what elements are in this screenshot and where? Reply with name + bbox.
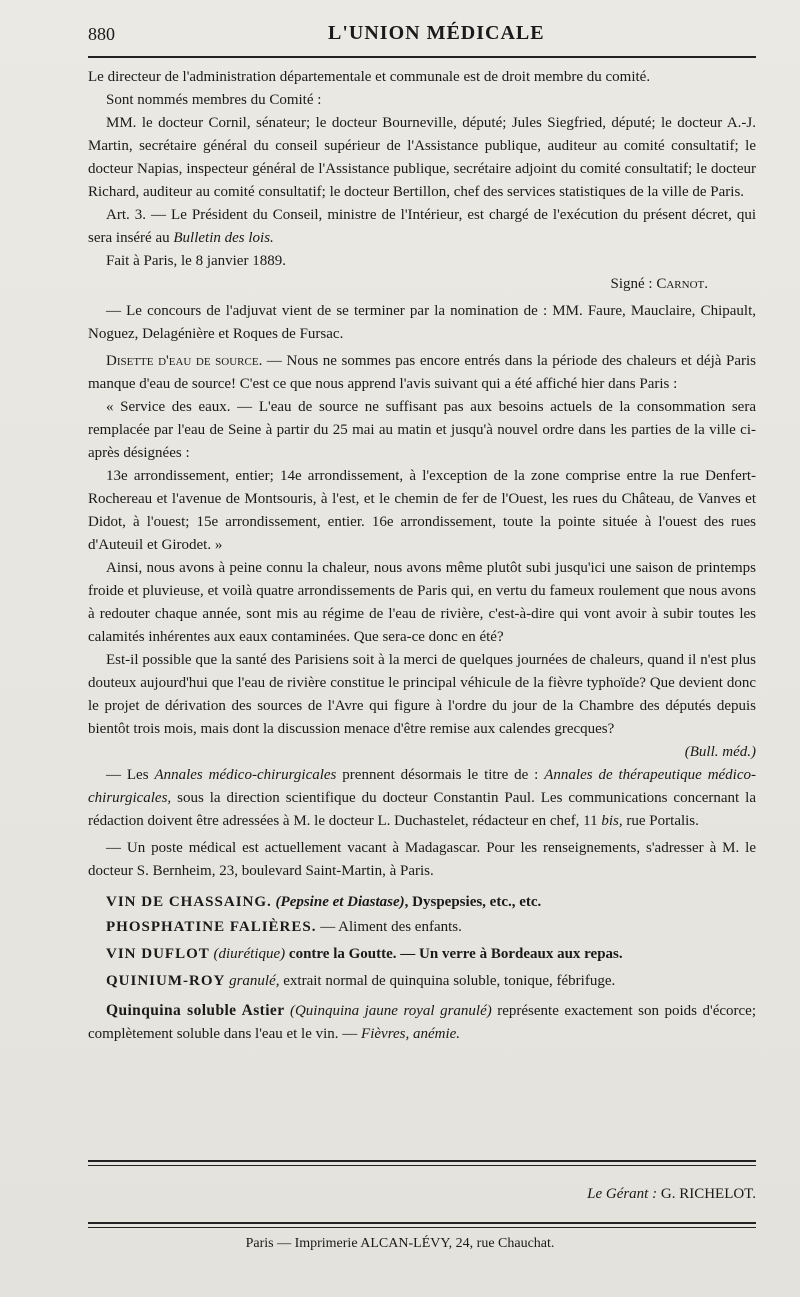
ad-quinquina-astier-text: représente exactement son poids d'écorce; complètement soluble dans l'eau et le vin. —: [88, 1003, 756, 1042]
ad-quinium-roy-detail: granulé,: [225, 973, 280, 989]
ad-phosphatine-name: PHOSPHATINE FALIÈRES.: [106, 919, 317, 935]
journal-title: L'UNION MÉDICALE: [328, 22, 545, 44]
page-number: 880: [88, 24, 115, 44]
paragraph-members-list: MM. le docteur Cornil, sénateur; le docteur Bourneville, député; Jules Siegfried, député; le docteur A.-J. Martin, secrétaire général du conseil supérieur de l'Assistance publique, auditeur au comité consultatif; le docteur Napias, inspecteur général de l'Assistance publique, secrétaire adjoint du comité consultatif; le docteur Richard, auditeur au comité consultatif; le docteur Bertillon, chef des services statistiques de la ville de Paris.: [88, 115, 756, 200]
paragraph-director: Le directeur de l'administration départementale et communale est de droit membre du comité.: [88, 69, 651, 85]
paragraph-est-il: Est-il possible que la santé des Parisiens soit à la merci de quelques journées de chaleurs, quand il n'est plus douteux aujourd'hui que l'eau de rivière constitue le principal véhicule de la fièvre typhoïde? Que devient donc le projet de dérivation des sources de l'Avre qui figure à l'ordre du jour de la Chambre des députés depuis bientôt trois mois, mais dont la discussion menace d'être remise aux calendes grecques?: [88, 652, 756, 737]
paragraph-madagascar: — Un poste médical est actuellement vacant à Madagascar. Pour les renseignements, s'adresser à M. le docteur S. Bernheim, 23, boulevard Saint-Martin, à Paris.: [88, 840, 756, 879]
ad-vin-chassaing-tail: , Dyspepsies, etc., etc.: [404, 894, 542, 910]
footer-rule-4: [88, 1227, 756, 1228]
footer-rule-2: [88, 1165, 756, 1166]
signed-label: Signé :: [610, 276, 657, 292]
ad-quinquina-astier: [88, 999, 756, 1046]
gerant-label: Le Gérant :: [587, 1186, 658, 1202]
ad-vin-chassaing-detail: (Pepsine et Diastase): [271, 894, 405, 910]
footer-rule-1: [88, 1160, 756, 1162]
annales-text-4: rue Portalis.: [622, 813, 699, 829]
ad-phosphatine-tail: — Aliment des enfants.: [316, 919, 462, 935]
signature-line: [88, 273, 756, 296]
paragraph-members-intro: Sont nommés membres du Comité :: [106, 92, 322, 108]
ad-vin-duflot: [88, 943, 756, 966]
ad-quinquina-astier-indications: Fièvres, anémie.: [361, 1026, 461, 1042]
header-rule: [88, 56, 756, 58]
ad-vin-duflot-tail: contre la Goutte. — Un verre à Bordeaux aux repas.: [285, 946, 623, 962]
annales-text-1: — Les: [106, 767, 155, 783]
paragraph-disette: [88, 350, 756, 396]
bulletin-des-lois: Bulletin des lois.: [173, 230, 274, 246]
ad-quinium-roy-tail: extrait normal de quinquina soluble, tonique, fébrifuge.: [279, 973, 616, 989]
paragraph-article-3: [88, 204, 756, 250]
gerant-name: G. RICHELOT.: [657, 1186, 756, 1202]
annales-bis: bis,: [601, 813, 623, 829]
ad-quinquina-astier-detail: (Quinquina jaune royal granulé): [284, 1003, 492, 1019]
source-bull-med: (Bull. méd.): [684, 744, 756, 760]
ad-quinquina-astier-name: Quinquina soluble Astier: [106, 1002, 285, 1019]
ad-vin-duflot-name: VIN DUFLOT: [106, 946, 210, 962]
ad-vin-chassaing: [88, 891, 756, 914]
annales-text-3: sous la direction scientifique du docteur Constantin Paul. Les communications concernant la rédaction doivent être adressées à M. le docteur L. Duchastelet, rédacteur en chef, 11: [88, 790, 756, 829]
disette-text: — Nous ne sommes pas encore entrés dans la période des chaleurs et déjà Paris manque d'eau de source! C'est ce que nous apprend l'avis suivant qui a été affiché hier dans Paris :: [88, 353, 756, 392]
paragraph-arrondissements: 13e arrondissement, entier; 14e arrondissement, à l'exception de la zone comprise entre la rue Denfert-Rochereau et l'avenue de Montsouris, à l'est, et le chemin de fer de l'Ouest, les rues du Château, de Vanves et Didot, à l'ouest; 15e arrondissement, entier. 16e arrondissement, toute la pointe située à l'ouest des rues d'Auteuil et Girodet. »: [88, 468, 756, 553]
paragraph-annales: [88, 764, 756, 833]
footer-rule-3: [88, 1222, 756, 1224]
paragraph-adjuvat: — Le concours de l'adjuvat vient de se terminer par la nomination de : MM. Faure, Mauclaire, Chipault, Noguez, Delagénière et Roques de Fursac.: [88, 303, 756, 342]
annales-new-title: Annales de thérapeutique médico-chirurgicales,: [88, 767, 757, 806]
signatory-name: Carnot.: [656, 276, 708, 292]
paragraph-ainsi: Ainsi, nous avons à peine connu la chaleur, nous avons même plutôt subi jusqu'ici une saison de printemps froide et pluvieuse, et voilà quatre arrondissements de Paris qui, en vertu du fameux roulement que nous avons à redouter chaque année, sont mis au régime de l'eau de rivière, c'est-à-dire qui vont avoir à subir toutes les calamités inhérentes aux eaux contaminées. Que sera-ce donc en été?: [88, 560, 756, 645]
ad-quinium-roy-name: QUINIUM-ROY: [106, 973, 226, 989]
article-body: [88, 66, 756, 1046]
ad-quinium-roy: [88, 970, 756, 993]
annales-text-2: prennent désormais le titre de :: [336, 767, 545, 783]
ad-phosphatine: [88, 916, 756, 939]
disette-heading: Disette d'eau de source.: [106, 353, 263, 369]
page-header: [88, 22, 756, 52]
gerant-line: [587, 1186, 756, 1203]
article-3-text: Art. 3. — Le Président du Conseil, ministre de l'Intérieur, est chargé de l'exécution du présent décret, qui sera inséré au: [88, 207, 756, 246]
ad-vin-chassaing-name: VIN DE CHASSAING.: [106, 894, 272, 910]
imprint-line: Paris — Imprimerie ALCAN-LÉVY, 24, rue Chauchat.: [245, 1236, 555, 1251]
paragraph-date: Fait à Paris, le 8 janvier 1889.: [106, 253, 286, 269]
annales-old-title: Annales médico-chirurgicales: [154, 767, 337, 783]
ad-vin-duflot-detail: (diurétique): [209, 946, 286, 962]
source-citation: [88, 741, 756, 764]
paragraph-service-eaux: « Service des eaux. — L'eau de source ne suffisant pas aux besoins actuels de la consommation sera remplacée par l'eau de Seine à partir du 25 mai au matin et jusqu'à nouvel ordre dans les parties de la ville ci-après désignées :: [88, 399, 756, 461]
